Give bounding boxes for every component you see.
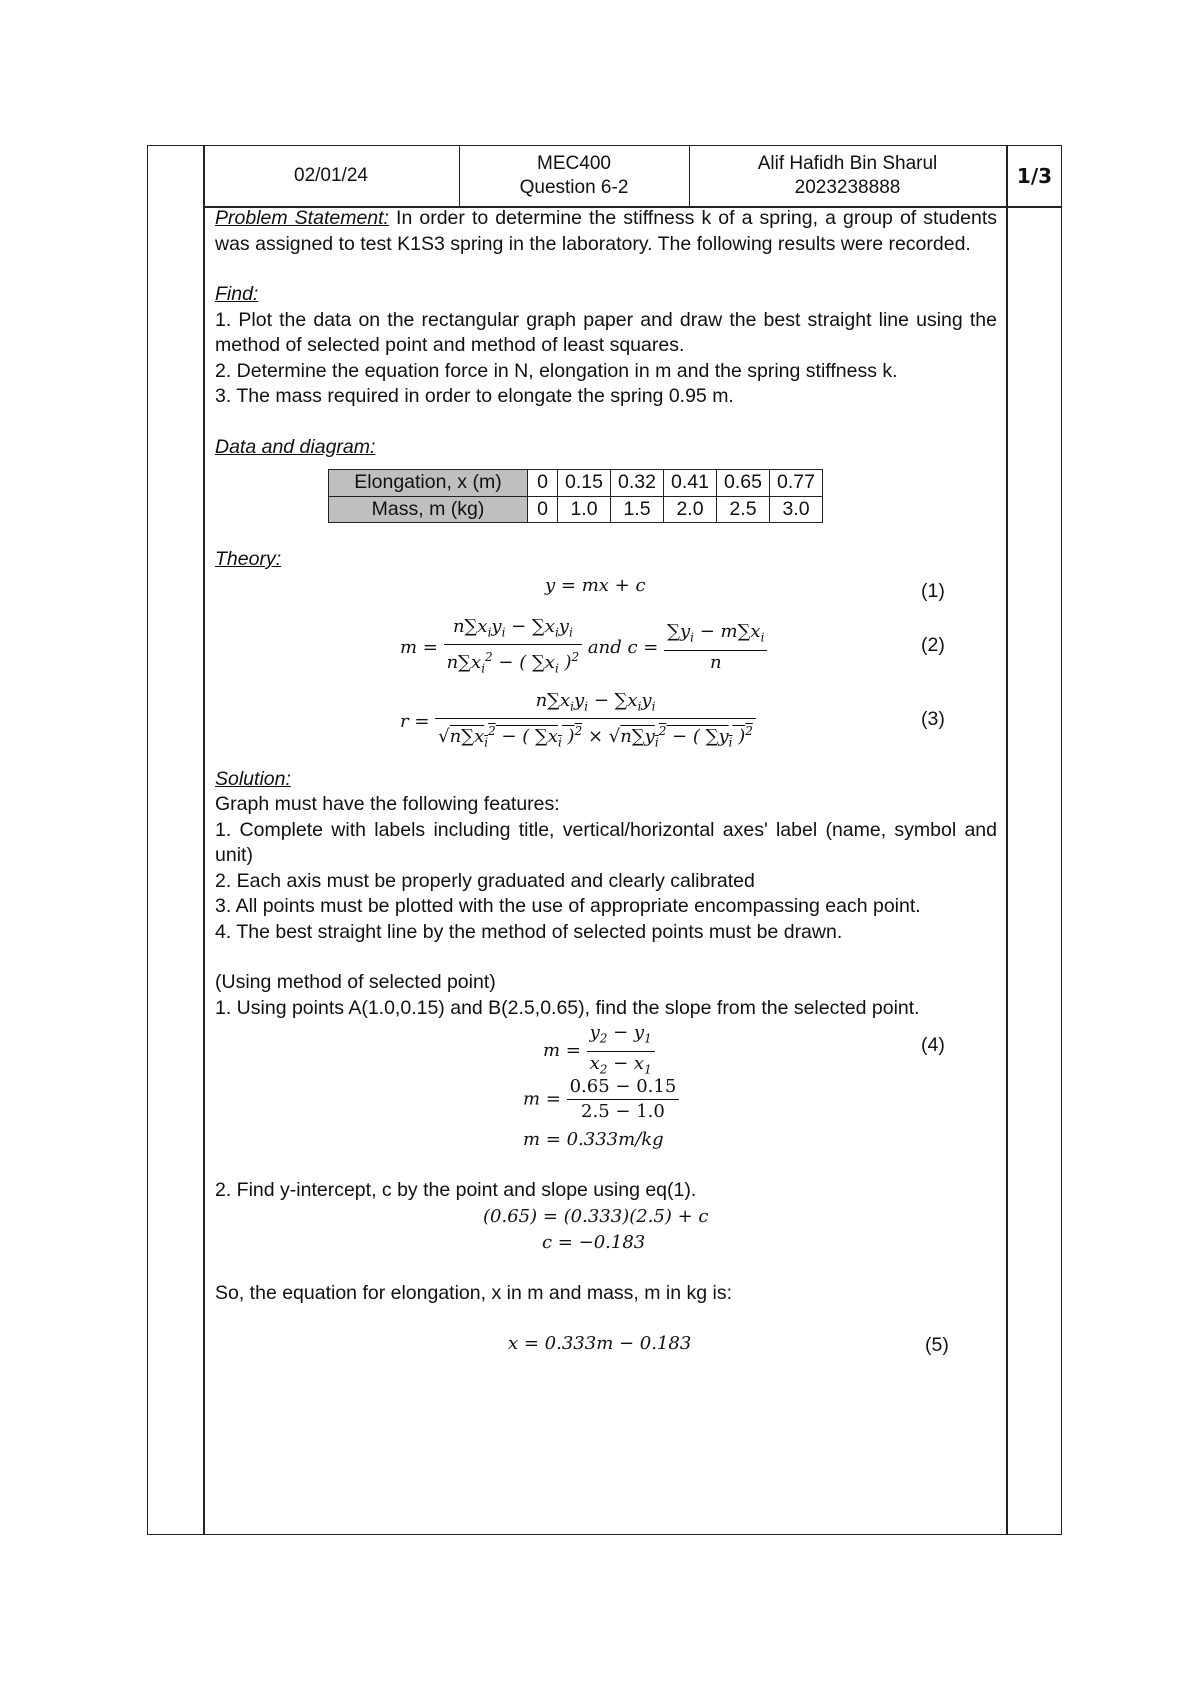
feature-4: 4. The best straight line by the method of selected points must be drawn. <box>215 920 843 943</box>
table-row-label: Mass, m (kg) <box>329 496 528 523</box>
slope-numerator: 0.65 − 0.15 <box>567 1075 680 1100</box>
table-cell: 0.15 <box>558 470 611 497</box>
final-equation: x = 0.333m − 0.183 <box>508 1333 692 1354</box>
step-2: 2. Find y-intercept, c by the point and slope using eq(1). <box>215 1179 697 1201</box>
problem-heading: Problem Statement: <box>215 207 389 229</box>
table-cell: 0.65 <box>717 470 770 497</box>
equation-2-row <box>215 609 997 679</box>
problem-statement <box>215 206 997 257</box>
equation-1-number: (1) <box>921 579 945 602</box>
find-item-3: 3. The mass required in order to elongate the spring 0.95 m. <box>215 385 734 407</box>
data-table <box>328 469 823 523</box>
worksheet-frame <box>147 145 1062 1535</box>
slope-denominator: 2.5 − 1.0 <box>581 1101 665 1122</box>
slope-substitution-row <box>215 1075 997 1127</box>
data-heading: Data and diagram: <box>215 435 376 458</box>
feature-3: 3. All points must be plotted with the use of appropriate encompassing each point. <box>215 895 921 917</box>
method-note: (Using method of selected point) <box>215 971 496 993</box>
header-date-cell <box>203 146 459 206</box>
header-name: Alif Hafidh Bin Sharul <box>757 153 938 174</box>
step-1: 1. Using points A(1.0,0.15) and B(2.5,0.65), find the slope from the selected point. <box>215 996 920 1019</box>
table-row <box>329 470 823 497</box>
equation-3-number: (3) <box>921 707 945 730</box>
table-cell: 3.0 <box>770 496 823 523</box>
find-item-1: 1. Plot the data on the rectangular graph paper and draw the best straight line using the method of selected point and method of least squares. <box>215 308 997 356</box>
intercept-equation: (0.65) = (0.333)(2.5) + c <box>483 1205 709 1227</box>
table-cell: 2.5 <box>717 496 770 523</box>
solution-heading: Solution: <box>215 767 291 790</box>
table-cell: 1.5 <box>611 496 664 523</box>
table-cell: 0 <box>528 470 558 497</box>
equation-4-number: (4) <box>921 1034 945 1056</box>
table-cell: 1.0 <box>558 496 611 523</box>
conclusion-text: So, the equation for elongation, x in m and mass, m in kg is: <box>215 1281 733 1304</box>
slope-substitution: m = $\frac{0.65 - 0.15}{2.5 - 1.0}$ <box>523 1075 679 1124</box>
equation-3: r = $\frac{n\sum x_iy_i - \sum x_iy_i}{√n\sum x_i^2 - ( \sum x_i )^2 \times √n\sum y_i^2 - ( \sum y_i )^2}$ <box>400 689 756 755</box>
final-equation-row <box>215 1331 997 1357</box>
header-student-cell <box>689 146 1006 206</box>
problem-text: In order to determine the stiffness k of a spring, a group of students was assigned to test K1S3 spring in the laboratory. The following results were recorded. <box>215 207 997 255</box>
header-course-cell <box>459 146 689 206</box>
equation-5-number: (5) <box>925 1334 949 1356</box>
equation-3-row <box>215 679 997 767</box>
table-row-label: Elongation, x (m) <box>329 470 528 497</box>
header-question: Question 6-2 <box>519 177 629 198</box>
table-row <box>329 496 823 523</box>
header-date: 02/01/24 <box>294 165 368 186</box>
feature-1: 1. Complete with labels including title, vertical/horizontal axes' label (name, symbol and unit) <box>215 818 997 866</box>
equation-4: m = $\frac{y_2 - y_1}{x_2 - x_1}$ <box>543 1021 655 1081</box>
page-number: 1/3 <box>1016 164 1053 188</box>
find-item-2: 2. Determine the equation force in N, elongation in m and the spring stiffness k. <box>215 359 898 382</box>
intercept-result-row <box>215 1230 997 1256</box>
header-row <box>203 146 1061 208</box>
equation-2-number: (2) <box>921 633 945 656</box>
worksheet-body <box>215 206 997 1357</box>
equation-1-row <box>215 573 997 609</box>
feature-2: 2. Each axis must be properly graduated and clearly calibrated <box>215 869 755 892</box>
intercept-equation-row <box>215 1204 997 1230</box>
slope-result-row <box>215 1127 997 1153</box>
table-cell: 0.41 <box>664 470 717 497</box>
table-cell: 2.0 <box>664 496 717 523</box>
intercept-result: c = −0.183 <box>542 1231 646 1253</box>
find-heading: Find: <box>215 283 259 305</box>
theory-heading: Theory: <box>215 548 282 570</box>
header-student-id: 2023238888 <box>794 177 901 198</box>
equation-1: y = mx + c <box>545 574 646 596</box>
slope-result: m = 0.333m/kg <box>523 1129 664 1150</box>
equation-2: m = $\frac{n\sum x_iy_i - \sum x_iy_i}{n\sum x_i^2 - ( \sum x_i )^2}$ and c = $\frac{\sum y_i - m\sum x_i}{n}$ <box>400 615 767 681</box>
solution-intro: Graph must have the following features: <box>215 793 560 815</box>
equation-4-row <box>215 1021 997 1075</box>
table-cell: 0 <box>528 496 558 523</box>
right-margin-line <box>1006 146 1008 1534</box>
table-cell: 0.32 <box>611 470 664 497</box>
left-margin-line <box>203 146 205 1534</box>
header-course: MEC400 <box>537 153 611 174</box>
table-cell: 0.77 <box>770 470 823 497</box>
